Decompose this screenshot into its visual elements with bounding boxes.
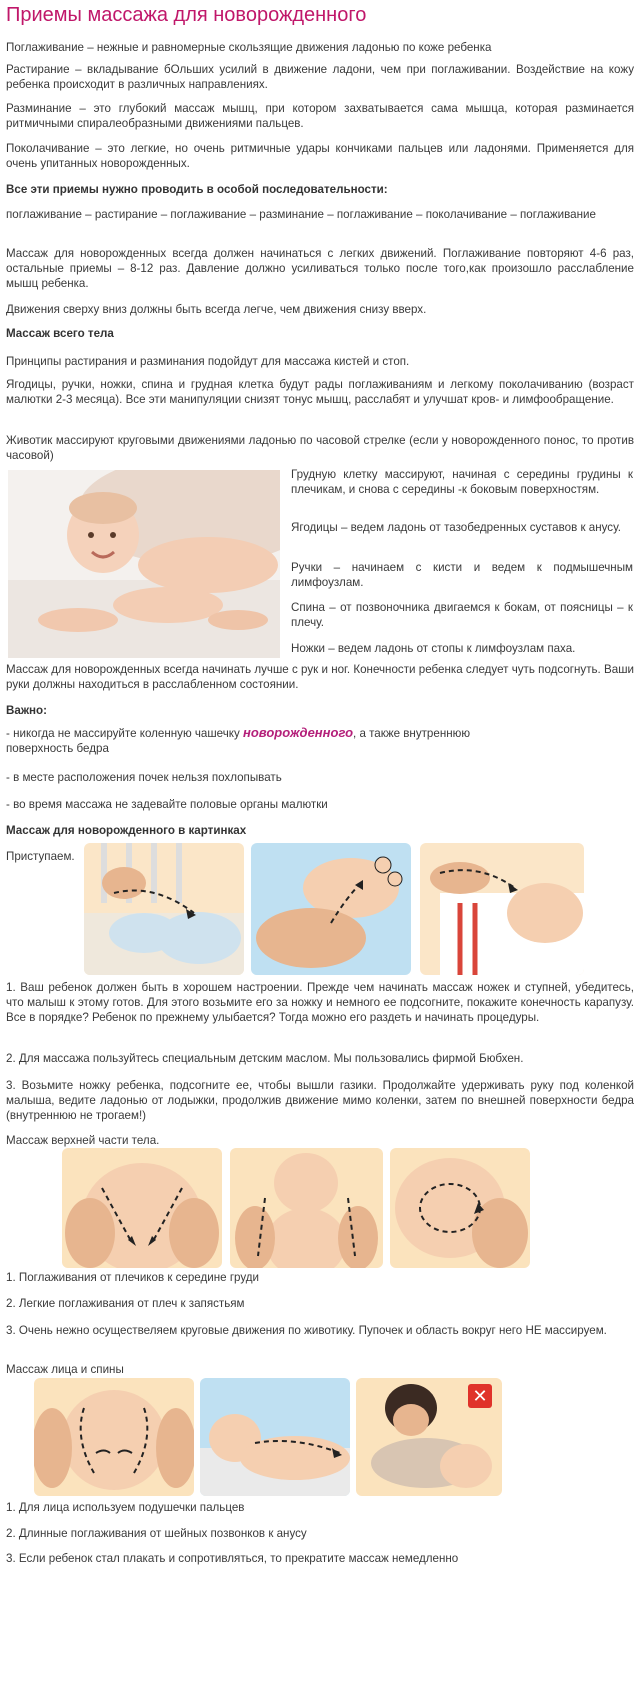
heading-important: Важно: [6, 704, 47, 717]
leg-bend-illustration [84, 843, 244, 975]
paragraph-sequence: поглаживание – растирание – поглаживание – разминание – поглаживание – поколачивание – поглаживание [6, 208, 596, 221]
start-label: Приступаем. [6, 850, 75, 863]
paragraph-stroking: Поглаживание – нежные и равномерные скользящие движения ладонью по коже ребенка [6, 41, 492, 54]
face-step-2: 2. Длинные поглаживания от шейных позвонков к анусу [6, 1527, 307, 1540]
paragraph-rubbing: Растирание – вкладывание бОльших усилий в движение ладони, чем при поглаживании. Воздействие на кожу ребенка происходит в различных направлениях. [6, 63, 634, 91]
side-legs: Ножки – ведем ладонь от стопы к лимфоузлам паха. [291, 642, 576, 655]
step-3: 3. Возьмите ножку ребенка, подсогните ее, чтобы вышли газики. Продолжайте удерживать руку под коленкой малыша, ведите ладонью от лодыжки, продолжив движение мимо коленки, затем по внешней поверхности бедра (внутреннюю не трогаем!) [6, 1079, 634, 1122]
paragraph-tapping: Поколачивание – это легкие, но очень ритмичные удары кончиками пальцев или ладонями. Применяется для очень упитанных новорожденных. [6, 142, 634, 170]
face-step-3: 3. Если ребенок стал плакать и сопротивляться, то прекратите массаж немедленно [6, 1552, 459, 1565]
upper-step-3: 3. Очень нежно осуществеляем круговые движения по животику. Пупочек и область вокруг него НЕ массируем. [6, 1324, 607, 1337]
side-back: Спина – от позвоночника двигаемся к бокам, от поясницы – к плечу. [291, 601, 633, 629]
important-kidneys: - в месте расположения почек нельзя похлопывать [6, 771, 282, 784]
face-back-caption: Массаж лица и спины [6, 1363, 124, 1376]
belly-circle-illustration [390, 1148, 530, 1268]
foot-massage-illustration [251, 843, 411, 975]
side-buttocks: Ягодицы – ведем ладонь от тазобедренных суставов к анусу. [291, 521, 621, 534]
important-genitals: - во время массажа не задевайте половые органы малютки [6, 798, 328, 811]
paragraph-belly: Животик массируют круговыми движениями ладонью по часовой стрелке (если у новорожденного понос, то против часовой) [6, 434, 634, 462]
arm-stroke-illustration [230, 1148, 383, 1268]
side-chest: Грудную клетку массируют, начиная с середины грудины к плечикам, и снова с середины -к боковым поверхностям. [291, 468, 633, 496]
heading-pictures: Массаж для новорожденного в картинках [6, 824, 247, 837]
paragraph-kneading: Разминание – это глубокий массаж мышц, при котором захватывается сама мышца, которая разминается ритмичными спиралеобразными движениями пальцев. [6, 102, 634, 130]
upper-step-2: 2. Легкие поглаживания от плеч к запястьям [6, 1297, 245, 1310]
stop-icon: ✕ [468, 1384, 492, 1408]
step-1: 1. Ваш ребенок должен быть в хорошем настроении. Прежде чем начинать массаж ножек и ступней, убедитесь, что малыш к этому готов. Для этого возьмите его за ножку и немного ее подсогните, покажите конечность карапузу. Все в порядке? Ребенок по прежнему улыбается? Тогда можно его раздеть и начинать процедуры. [6, 981, 634, 1024]
upper-body-caption: Массаж верхней части тела. [6, 1134, 160, 1147]
side-arms: Ручки – начинаем с кисти и ведем к подмышечным лимфоузлам. [291, 561, 633, 589]
leg-stroke-illustration [420, 843, 584, 975]
upper-step-1: 1. Поглаживания от плечиков к середине груди [6, 1271, 260, 1284]
paragraph-start-limbs: Массаж для новорожденных всегда начинать лучше с рук и ног. Конечности ребенка следует чуть подсогнуть. Ваши руки должны находиться в расслабленном состоянии. [6, 663, 634, 691]
heading-sequence: Все эти приемы нужно проводить в особой последовательности: [6, 183, 388, 196]
baby-photo [8, 470, 280, 658]
paragraph-buttocks: Ягодицы, ручки, ножки, спина и грудная клетка будут рады поглаживаниям и легкому поколачиванию (возраст малютки 2-3 месяца). Все эти манипуляции снизят тонус мышц, расслабят и улучшат кров- и лимфообращение. [6, 378, 634, 406]
step-2: 2. Для массажа пользуйтесь специальным детским маслом. Мы пользовались фирмой Бюбхен. [6, 1052, 524, 1065]
face-massage-illustration [34, 1378, 194, 1496]
highlight-newborn: новорожденного [243, 725, 354, 740]
paragraph-direction: Движения сверху вниз должны быть всегда легче, чем движения снизу вверх. [6, 303, 427, 316]
paragraph-light-start: Массаж для новорожденных всегда должен начинаться с легких движений. Поглаживание повторяют 4-6 раз, остальные приемы – 8-12 раз. Давление должно усиливаться только после того,как произошло расслабление мышц ребенка. [6, 247, 634, 290]
paragraph-principles: Принципы растирания и разминания подойдут для массажа кистей и стоп. [6, 355, 410, 368]
important-knee: - никогда не массируйте коленную чашечку новорожденного, а также внутреннюю поверхность бедра [6, 725, 471, 755]
face-step-1: 1. Для лица используем подушечки пальцев [6, 1501, 245, 1514]
crying-stop-illustration [356, 1378, 502, 1496]
page-title: Приемы массажа для новорожденного [6, 4, 367, 26]
chest-stroke-illustration [62, 1148, 222, 1268]
heading-whole-body: Массаж всего тела [6, 327, 114, 340]
back-stroke-illustration [200, 1378, 350, 1496]
